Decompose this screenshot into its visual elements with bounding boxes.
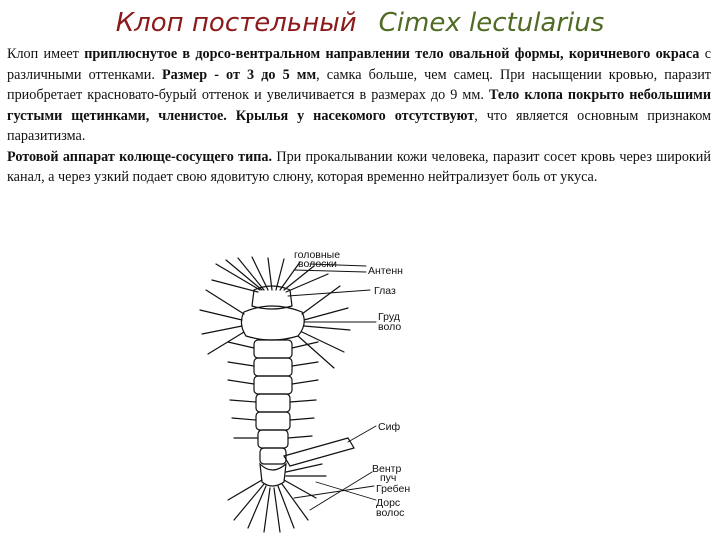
text-span: Клоп имеет: [7, 46, 85, 62]
anal-segment: [260, 464, 286, 486]
ventral-tuft: [228, 480, 316, 532]
abdomen-bristles: [228, 342, 318, 438]
abdomen: [254, 340, 292, 464]
label-dorsal-1: Дорс: [376, 497, 401, 509]
label-thoracic-2: воло: [378, 321, 402, 333]
label-thoracic-1: Груд: [378, 311, 400, 323]
slide-title: [0, 6, 720, 40]
title-russian: Клоп постельный: [115, 8, 357, 38]
text-span: , самка больше, чем самец. При насыщении кровью, паразит приобретает красновато-бурый оттенок и увеличивается в размерах до 9 мм.: [7, 66, 711, 103]
paragraph-appearance: [7, 44, 711, 147]
description-text: [7, 44, 711, 188]
label-ventral-1: Вентр: [372, 463, 402, 475]
larva-diagram: [198, 250, 420, 534]
label-antenna: Антенн: [368, 265, 403, 277]
leader-lines: [288, 264, 376, 510]
bold-span: приплюснутое в дорсо-вентральном направлении тело овальной формы, коричневого окраса: [84, 46, 700, 62]
bold-span: Размер - от 3 до 5 мм: [162, 66, 317, 83]
figure-labels: [294, 250, 410, 519]
label-comb: Гребен: [376, 483, 411, 495]
siphon: [284, 438, 354, 466]
label-eye: Глаз: [374, 285, 396, 297]
paragraph-mouthparts: [7, 147, 711, 188]
label-ventral-2: пуч: [380, 472, 397, 484]
thorax-bristles: [200, 286, 350, 368]
text-span: , что является основным признаком паразитизма.: [7, 107, 712, 144]
label-siphon: Сиф: [378, 421, 401, 433]
text-span: с различными оттенками.: [7, 46, 711, 83]
label-head-bristles-1: головные: [294, 250, 341, 261]
bold-span: Тело клопа покрыто небольшими густыми щетинками, членистое. Крылья у насекомого отсутствуют: [7, 87, 711, 124]
label-head-bristles-2: волоски: [298, 258, 337, 270]
label-dorsal-2: волос: [376, 507, 405, 519]
text-span: При прокалывании кожи человека, паразит сосет кровь через широкий канал, а через узкий подает свою ядовитую слюну, которая временно нейтрализует боль от укуса.: [7, 148, 711, 185]
title-latin: Cimex lectularius: [378, 8, 605, 38]
bold-span: Ротовой аппарат колюще-сосущего типа.: [7, 148, 273, 165]
thorax: [241, 306, 304, 340]
